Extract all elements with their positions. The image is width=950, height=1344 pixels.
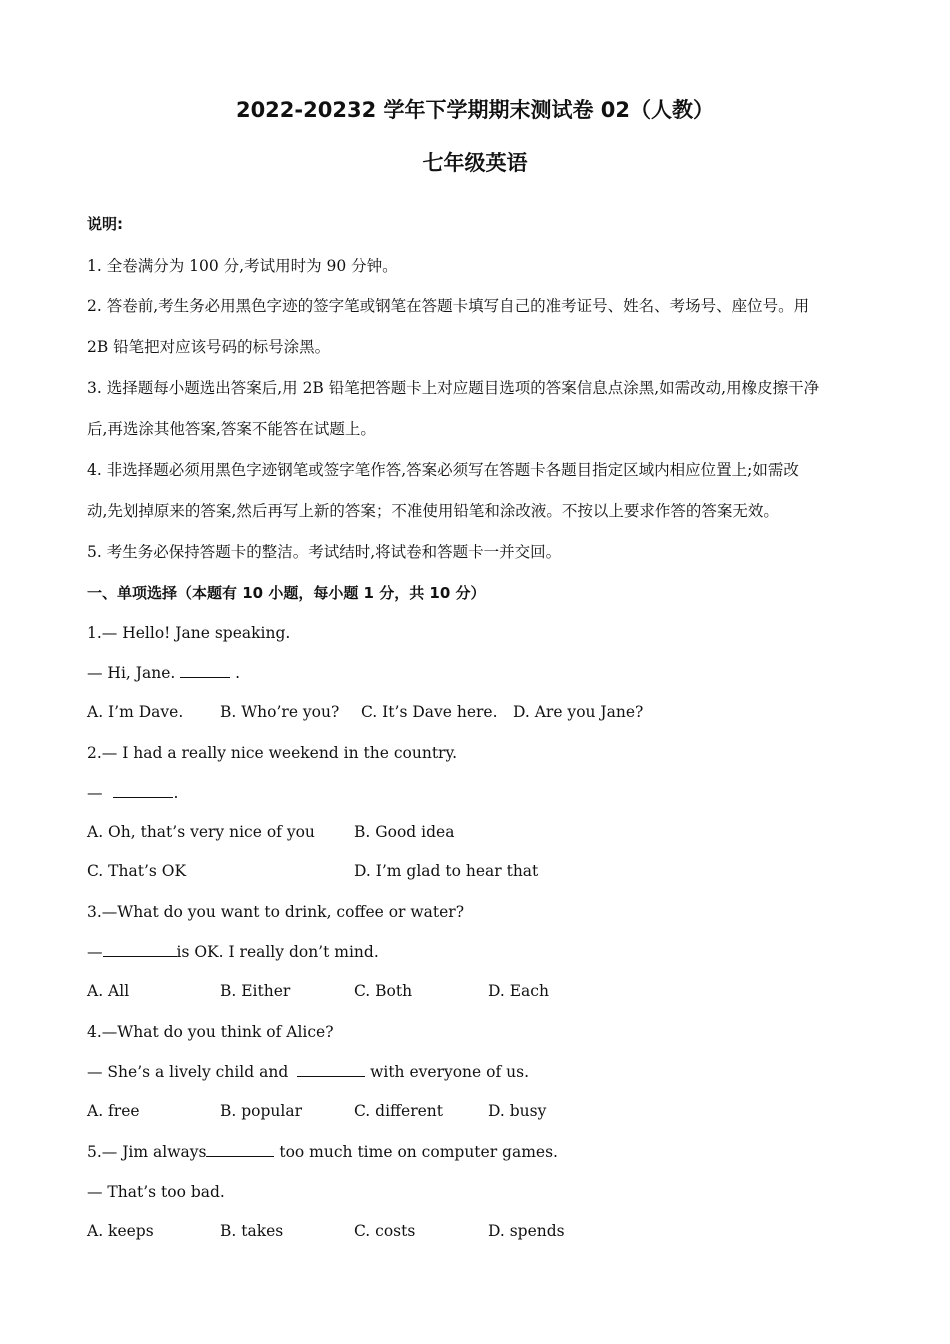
question-1-options [87,703,867,723]
question-1-response [87,663,867,683]
instruction-line: 1. 全卷满分为 100 分,考试用时为 90 分钟。 [87,257,398,275]
instructions-heading: 说明: [87,215,123,233]
question-5-response: — That’s too bad. [87,1183,225,1201]
option-a: A. free [87,1102,140,1120]
option-c: C. costs [354,1222,416,1240]
question-3-prompt: 3.—What do you want to drink, coffee or water? [87,903,465,921]
question-4-prompt: 4.—What do you think of Alice? [87,1023,334,1041]
question-3-response [87,942,867,962]
response-text: with everyone of us. [365,1063,530,1081]
option-c: C. different [354,1102,444,1120]
option-d: D. I’m glad to hear that [354,862,539,880]
option-b: B. popular [220,1102,303,1120]
option-b: B. Either [220,982,291,1000]
response-text: — [87,784,108,802]
question-2-options-row-2 [87,862,867,882]
question-1-prompt: 1.— Hello! Jane speaking. [87,624,291,642]
option-d: D. spends [488,1222,565,1240]
option-a: A. keeps [87,1222,154,1240]
question-3-options [87,982,867,1002]
option-d: D. busy [488,1102,547,1120]
option-a: A. Oh, that’s very nice of you [87,823,315,841]
option-b: B. takes [220,1222,284,1240]
response-text: . [173,784,179,802]
option-c: C. It’s Dave here. [361,703,498,721]
option-d: D. Each [488,982,549,1000]
instruction-line: 2. 答卷前,考生务必用黑色字迹的签字笔或钢笔在答题卡填写自己的准考证号、姓名、考场号、座位号。用 [87,297,810,315]
option-c: C. Both [354,982,413,1000]
question-2-response [87,783,867,803]
option-a: A. I’m Dave. [87,703,184,721]
exam-subtitle: 七年级英语 [422,151,528,175]
response-text: — Hi, Jane. [87,664,181,682]
instruction-line: 5. 考生务必保持答题卡的整洁。考试结时,将试卷和答题卡一并交回。 [87,543,562,561]
answer-blank [206,1142,274,1157]
question-5-prompt [87,1142,867,1162]
question-5-options [87,1222,867,1242]
option-b: B. Who’re you? [220,703,340,721]
response-text: is OK. I really don’t mind. [176,943,379,961]
question-2-options-row-1 [87,823,867,843]
option-c: C. That’s OK [87,862,187,880]
answer-blank [113,783,173,798]
answer-blank [103,942,177,957]
option-a: A. All [87,982,130,1000]
question-4-response [87,1062,867,1082]
prompt-text: too much time on computer games. [274,1143,558,1161]
instruction-line: 动,先划掉原来的答案,然后再写上新的答案；不准使用铅笔和涂改液。不按以上要求作答的答案无效。 [87,502,779,520]
instruction-line: 2B 铅笔把对应该号码的标号涂黑。 [87,338,331,356]
exam-title: 2022-20232 学年下学期期末测试卷 02（人教） [235,98,715,122]
option-b: B. Good idea [354,823,455,841]
question-4-options [87,1102,867,1122]
answer-blank [297,1062,365,1077]
response-text: . [230,664,241,682]
prompt-text: 5.— Jim always [87,1143,207,1161]
option-d: D. Are you Jane? [513,703,644,721]
response-text: — [87,943,103,961]
question-2-prompt: 2.— I had a really nice weekend in the country. [87,744,458,762]
instruction-line: 4. 非选择题必须用黑色字迹钢笔或签字笔作答,答案必须写在答题卡各题目指定区域内相应位置上;如需改 [87,461,799,479]
instruction-line: 3. 选择题每小题选出答案后,用 2B 铅笔把答题卡上对应题目选项的答案信息点涂黑,如需改动,用橡皮擦干净 [87,379,820,397]
response-text: — She’s a lively child and [87,1063,294,1081]
section-heading: 一、单项选择（本题有 10 小题，每小题 1 分，共 10 分） [87,584,486,602]
instruction-line: 后,再选涂其他答案,答案不能答在试题上。 [87,420,376,438]
answer-blank [180,663,230,678]
